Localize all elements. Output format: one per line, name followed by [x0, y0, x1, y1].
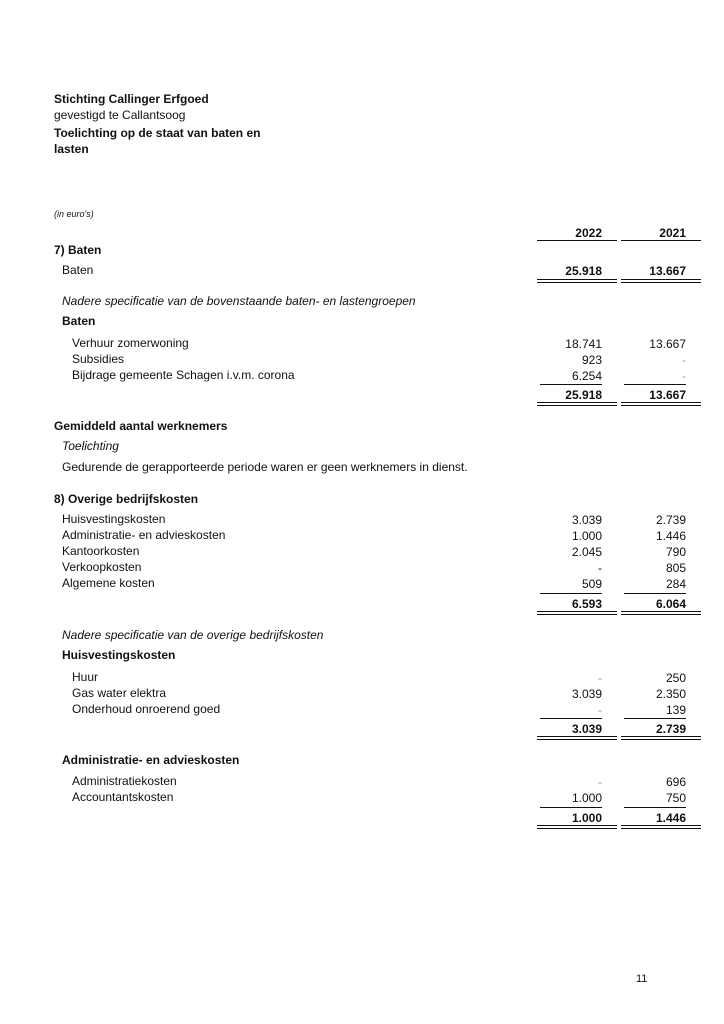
- bedrijfskosten-item-value-2022: 3.039: [571, 513, 602, 527]
- bedrijfskosten-total-2022: 6.593: [571, 597, 602, 611]
- double-rule-top-2022: [537, 279, 617, 280]
- double-rule-top-2021: [621, 279, 701, 280]
- double-rule-bottom-2021: [621, 614, 701, 615]
- huisvesting-item-value-2021: 139: [665, 703, 686, 717]
- baten-item-label: Verhuur zomerwoning: [72, 336, 189, 350]
- double-rule-top-2022: [537, 611, 617, 612]
- bedrijfskosten-spec-title: Nadere specificatie van de overige bedrijfskosten: [62, 628, 324, 642]
- huisvesting-item-value-2021: 250: [665, 671, 686, 685]
- baten-item-value-2021: -: [682, 369, 686, 383]
- bedrijfskosten-item-value-2021: 790: [665, 545, 686, 559]
- column-header-2021: 2021: [659, 226, 686, 240]
- huisvesting-item-value-2022: -: [598, 703, 602, 717]
- bedrijfskosten-item-value-2021: 2.739: [655, 513, 686, 527]
- huisvesting-item-value-2021: 2.350: [655, 687, 686, 701]
- page-title-line1: Toelichting op de staat van baten en: [54, 126, 261, 140]
- huisvesting-item-label: Onderhoud onroerend goed: [72, 702, 221, 716]
- organisation-name: Stichting Callinger Erfgoed: [54, 92, 209, 106]
- page-number: 11: [636, 973, 648, 985]
- double-rule-bottom-2021: [621, 405, 701, 406]
- bedrijfskosten-item-value-2021: 284: [665, 577, 686, 591]
- column-header-2022: 2022: [575, 226, 602, 240]
- double-rule-top-2022: [537, 402, 617, 403]
- bedrijfskosten-item-value-2022: 509: [581, 577, 602, 591]
- bedrijfskosten-item-label: Administratie- en advieskosten: [62, 528, 226, 542]
- administratie-heading: Administratie- en advieskosten: [62, 753, 240, 767]
- section-heading-baten: 7) Baten: [54, 243, 102, 257]
- werknemers-sub-heading: Toelichting: [62, 439, 119, 453]
- double-rule-top-2021: [621, 736, 701, 737]
- administratie-item-value-2022: -: [598, 775, 602, 789]
- double-rule-bottom-2022: [537, 828, 617, 829]
- bedrijfskosten-total-2021: 6.064: [655, 597, 686, 611]
- administratie-total-2022: 1.000: [571, 811, 602, 825]
- double-rule-top-2022: [537, 736, 617, 737]
- baten-item-value-2021: -: [682, 353, 686, 367]
- subtotal-rule-2022: [540, 718, 602, 719]
- bedrijfskosten-item-value-2022: 1.000: [571, 529, 602, 543]
- subtotal-rule-2022: [540, 593, 602, 594]
- baten-value-2022: 25.918: [565, 264, 602, 278]
- administratie-item-value-2022: 1.000: [571, 791, 602, 805]
- double-rule-bottom-2022: [537, 405, 617, 406]
- subtotal-rule-2022: [540, 807, 602, 808]
- baten-item-value-2021: 13.667: [649, 337, 686, 351]
- double-rule-bottom-2022: [537, 739, 617, 740]
- baten-total-2021: 13.667: [649, 388, 686, 402]
- huisvesting-total-2022: 3.039: [571, 722, 602, 736]
- baten-item-value-2022: 18.741: [565, 337, 602, 351]
- page-title-line2: lasten: [54, 142, 89, 156]
- organisation-location: gevestigd te Callantsoog: [54, 108, 186, 122]
- huisvesting-heading: Huisvestingskosten: [62, 648, 176, 662]
- bedrijfskosten-item-value-2021: 1.446: [655, 529, 686, 543]
- bedrijfskosten-item-label: Huisvestingskosten: [62, 512, 166, 526]
- baten-item-label: Bijdrage gemeente Schagen i.v.m. corona: [72, 368, 295, 382]
- bedrijfskosten-item-value-2022: -: [598, 561, 602, 575]
- werknemers-text: Gedurende de gerapporteerde periode waren er geen werknemers in dienst.: [62, 460, 468, 474]
- baten-sub-heading: Baten: [62, 314, 96, 328]
- huisvesting-item-label: Gas water elektra: [72, 686, 167, 700]
- column-header-rule-2022: [537, 240, 617, 241]
- section-heading-bedrijfskosten: 8) Overige bedrijfskosten: [54, 492, 199, 506]
- administratie-item-label: Administratiekosten: [72, 774, 177, 788]
- double-rule-bottom-2022: [537, 282, 617, 283]
- baten-item-value-2022: 6.254: [571, 369, 602, 383]
- bedrijfskosten-item-value-2022: 2.045: [571, 545, 602, 559]
- subtotal-rule-2022: [540, 384, 602, 385]
- huisvesting-total-2021: 2.739: [655, 722, 686, 736]
- subtotal-rule-2021: [624, 593, 686, 594]
- baten-total-2022: 25.918: [565, 388, 602, 402]
- double-rule-bottom-2021: [621, 282, 701, 283]
- baten-spec-title: Nadere specificatie van de bovenstaande baten- en lastengroepen: [62, 294, 416, 308]
- bedrijfskosten-item-label: Algemene kosten: [62, 576, 155, 590]
- section-heading-werknemers: Gemiddeld aantal werknemers: [54, 419, 228, 433]
- huisvesting-item-value-2022: 3.039: [571, 687, 602, 701]
- subtotal-rule-2021: [624, 384, 686, 385]
- baten-value-2021: 13.667: [649, 264, 686, 278]
- double-rule-bottom-2021: [621, 739, 701, 740]
- bedrijfskosten-item-label: Kantoorkosten: [62, 544, 140, 558]
- administratie-total-2021: 1.446: [655, 811, 686, 825]
- double-rule-bottom-2022: [537, 614, 617, 615]
- baten-item-label: Subsidies: [72, 352, 125, 366]
- baten-row-label: Baten: [62, 263, 94, 277]
- huisvesting-item-label: Huur: [72, 670, 99, 684]
- unit-note: (in euro's): [54, 209, 94, 219]
- double-rule-bottom-2021: [621, 828, 701, 829]
- administratie-item-label: Accountantskosten: [72, 790, 174, 804]
- subtotal-rule-2021: [624, 718, 686, 719]
- double-rule-top-2021: [621, 825, 701, 826]
- subtotal-rule-2021: [624, 807, 686, 808]
- bedrijfskosten-item-label: Verkoopkosten: [62, 560, 142, 574]
- baten-item-value-2022: 923: [581, 353, 602, 367]
- double-rule-top-2022: [537, 825, 617, 826]
- bedrijfskosten-item-value-2021: 805: [665, 561, 686, 575]
- administratie-item-value-2021: 750: [665, 791, 686, 805]
- double-rule-top-2021: [621, 611, 701, 612]
- column-header-rule-2021: [621, 240, 701, 241]
- huisvesting-item-value-2022: -: [598, 671, 602, 685]
- administratie-item-value-2021: 696: [665, 775, 686, 789]
- double-rule-top-2021: [621, 402, 701, 403]
